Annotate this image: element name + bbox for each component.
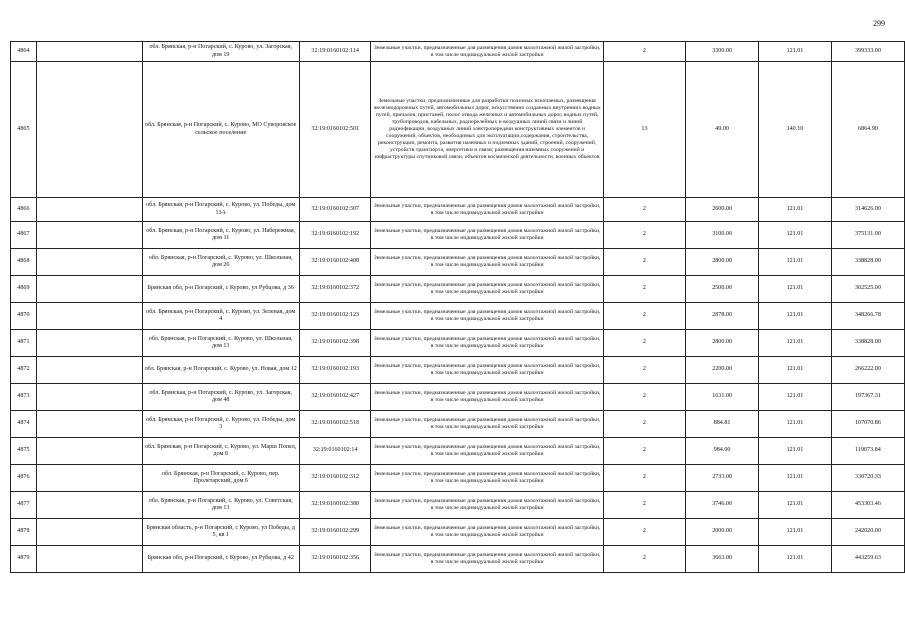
cell-permitted-use: Земельные участки, предназначенные для размещения домов малоэтажной жилой застройки, в том числе индивидуальной жилой застройки: [371, 546, 603, 573]
cell-empty: [36, 198, 142, 222]
cell-cadastral-number: 32:19:0160102:427: [299, 384, 371, 411]
table-row: [11, 276, 905, 303]
cell-permitted-use: Земельные участки, предназначенные для размещения домов малоэтажной жилой застройки, в том числе индивидуальной жилой застройки: [371, 357, 603, 384]
cell-area: 3663.00: [686, 546, 759, 573]
cell-cadastral-value: 453303.46: [831, 492, 904, 519]
cell-specific-value: 121.01: [759, 222, 832, 249]
cell-address: обл. Брянская, р-н Погарский, с. Курово, ул. Новая, дом 12: [142, 357, 299, 384]
cell-permitted-use: Земельные участки, предназначенные для размещения домов малоэтажной жилой застройки, в том числе индивидуальной жилой застройки: [371, 384, 603, 411]
cell-cadastral-number: 32:19:0160102:114: [299, 42, 371, 62]
cell-cadastral-value: 6864.90: [831, 62, 904, 198]
cell-address: обл. Брянская, р-н Погарский, с. Курово, ул. Набережная, дом 11: [142, 222, 299, 249]
cell-specific-value: 121.01: [759, 330, 832, 357]
cell-use-group: 13: [603, 62, 685, 198]
cell-cadastral-value: 348266.78: [831, 303, 904, 330]
table-row: [11, 492, 905, 519]
cell-empty: [36, 519, 142, 546]
cell-address: обл. Брянская, р-н Погарский, с. Курово, пер. Пролетарский, дом 6: [142, 465, 299, 492]
table-row: [11, 222, 905, 249]
cell-empty: [36, 546, 142, 573]
page-number: 299: [873, 19, 885, 28]
cell-empty: [36, 492, 142, 519]
cell-area: 2000.00: [686, 519, 759, 546]
cell-empty: [36, 62, 142, 198]
cell-cadastral-value: 107070.86: [831, 411, 904, 438]
cell-area: 884.81: [686, 411, 759, 438]
cell-cadastral-value: 338828.00: [831, 249, 904, 276]
cell-specific-value: 121.01: [759, 384, 832, 411]
cell-cadastral-number: 32:19:0160102:356: [299, 546, 371, 573]
cell-area: 2600.00: [686, 198, 759, 222]
cell-row-number: 4879: [11, 546, 37, 573]
cell-address: обл. Брянская, р-н Погарский, с. Курово, ул. Советская, дом 13: [142, 492, 299, 519]
cell-area: 1631.00: [686, 384, 759, 411]
cell-cadastral-value: 375131.00: [831, 222, 904, 249]
cell-use-group: 2: [603, 519, 685, 546]
cell-empty: [36, 42, 142, 62]
cell-permitted-use: Земельные участки, предназначенные для размещения домов малоэтажной жилой застройки, в том числе индивидуальной жилой застройки: [371, 438, 603, 465]
cell-cadastral-number: 32:19:0160102:518: [299, 411, 371, 438]
cell-empty: [36, 384, 142, 411]
cell-address: обл. Брянская, р-н Погарский, с. Курово, ул. Школьная, дом 26: [142, 249, 299, 276]
table-row: [11, 411, 905, 438]
cell-address: обл. Брянская, р-н Погарский, с. Курово, ул. Загорская, дом 48: [142, 384, 299, 411]
cell-cadastral-number: 32:19:0160102:307: [299, 198, 371, 222]
cell-use-group: 2: [603, 384, 685, 411]
cell-specific-value: 121.01: [759, 249, 832, 276]
cell-row-number: 4872: [11, 357, 37, 384]
cell-area: 3746.00: [686, 492, 759, 519]
cell-area: 2500.00: [686, 276, 759, 303]
cell-empty: [36, 276, 142, 303]
table-row: [11, 62, 905, 198]
cell-row-number: 4873: [11, 384, 37, 411]
cell-area: 2200.00: [686, 357, 759, 384]
cell-row-number: 4877: [11, 492, 37, 519]
cell-permitted-use: Земельные участки, предназначенные для разработки полезных ископаемых, размещения железнодорожных путей, автомобильных дорог, искусственно созданных внутренних водных путей, причалов, пристаней, полос отвода железных и автомобильных дорог, водных путей, трубопроводов, кабельных, радиорелейных и воздушных линий связи и линий радиофикации, воздушных линий электропередачи конструктивных элементов и сооружений, объектов, необходимых для эксплуатации,содержания, строительства, реконструкции, ремонта, развития наземных и подземных зданий, строений, сооружений, устройств транспорта, энергетики и связи; размещения наземных сооружений и инфраструктуры спутниковой связи, объектов космической деятельности, военных объектов: [371, 62, 603, 198]
cell-use-group: 2: [603, 492, 685, 519]
cell-permitted-use: Земельные участки, предназначенные для размещения домов малоэтажной жилой застройки, в том числе индивидуальной жилой застройки: [371, 42, 603, 62]
cell-use-group: 2: [603, 411, 685, 438]
cell-cadastral-number: 32:19:0160102:14: [299, 438, 371, 465]
cell-specific-value: 121.01: [759, 42, 832, 62]
cell-use-group: 2: [603, 330, 685, 357]
cell-specific-value: 140.10: [759, 62, 832, 198]
cell-permitted-use: Земельные участки, предназначенные для размещения домов малоэтажной жилой застройки, в том числе индивидуальной жилой застройки: [371, 303, 603, 330]
cell-cadastral-number: 32:19:0160102:372: [299, 276, 371, 303]
cell-use-group: 2: [603, 546, 685, 573]
cell-permitted-use: Земельные участки, предназначенные для размещения домов малоэтажной жилой застройки, в том числе индивидуальной жилой застройки: [371, 276, 603, 303]
cell-area: 2878.00: [686, 303, 759, 330]
cell-address: обл. Брянская, р-н Погарский, с. Курово, ул. Зеленая, дом 4: [142, 303, 299, 330]
table-row: [11, 303, 905, 330]
cell-specific-value: 121.01: [759, 303, 832, 330]
cell-area: 2800.00: [686, 330, 759, 357]
cell-specific-value: 121.01: [759, 465, 832, 492]
cell-cadastral-number: 32:19:0160102:193: [299, 357, 371, 384]
cell-address: обл. Брянская, р-н Погарский, с. Курово, ул. Школьная, дом 13: [142, 330, 299, 357]
cell-permitted-use: Земельные участки, предназначенные для размещения домов малоэтажной жилой застройки, в том числе индивидуальной жилой застройки: [371, 198, 603, 222]
cell-specific-value: 121.01: [759, 276, 832, 303]
cell-permitted-use: Земельные участки, предназначенные для размещения домов малоэтажной жилой застройки, в том числе индивидуальной жилой застройки: [371, 222, 603, 249]
cell-cadastral-value: 330720.33: [831, 465, 904, 492]
cell-use-group: 2: [603, 303, 685, 330]
cell-empty: [36, 465, 142, 492]
cell-cadastral-number: 32:19:0160102:408: [299, 249, 371, 276]
table-row: [11, 438, 905, 465]
cell-row-number: 4868: [11, 249, 37, 276]
cell-use-group: 2: [603, 222, 685, 249]
table-row: [11, 357, 905, 384]
cell-specific-value: 121.01: [759, 546, 832, 573]
table-row: [11, 249, 905, 276]
table-row: [11, 42, 905, 62]
cell-permitted-use: Земельные участки, предназначенные для размещения домов малоэтажной жилой застройки, в том числе индивидуальной жилой застройки: [371, 465, 603, 492]
cell-row-number: 4871: [11, 330, 37, 357]
cell-cadastral-number: 32:19:0160102:398: [299, 330, 371, 357]
cell-cadastral-value: 314626.00: [831, 198, 904, 222]
cell-cadastral-number: 32:19:0160102:192: [299, 222, 371, 249]
cell-row-number: 4876: [11, 465, 37, 492]
table-row: [11, 198, 905, 222]
cell-cadastral-value: 242020.00: [831, 519, 904, 546]
cell-row-number: 4870: [11, 303, 37, 330]
cell-address: Брянская обл, р-н Погарский, с Курово, ул Рубцова, д 42: [142, 546, 299, 573]
cell-empty: [36, 438, 142, 465]
cell-cadastral-number: 32:19:0160102:312: [299, 465, 371, 492]
cell-cadastral-number: 32:19:0160102:299: [299, 519, 371, 546]
cell-specific-value: 121.01: [759, 357, 832, 384]
cell-area: 2733.00: [686, 465, 759, 492]
table-row: [11, 519, 905, 546]
cell-cadastral-value: 266222.00: [831, 357, 904, 384]
cell-specific-value: 121.01: [759, 198, 832, 222]
table-row: [11, 384, 905, 411]
table-row: [11, 546, 905, 573]
cell-row-number: 4875: [11, 438, 37, 465]
cell-row-number: 4878: [11, 519, 37, 546]
cell-empty: [36, 330, 142, 357]
cell-empty: [36, 411, 142, 438]
cell-permitted-use: Земельные участки, предназначенные для размещения домов малоэтажной жилой застройки, в том числе индивидуальной жилой застройки: [371, 411, 603, 438]
cell-area: 2800.00: [686, 249, 759, 276]
cell-cadastral-number: 32:19:0160102:380: [299, 492, 371, 519]
land-registry-table: [10, 41, 905, 573]
cell-area: 3300.00: [686, 42, 759, 62]
cell-address: обл. Брянская, р-н Погарский, с. Курово, МО Суворовское сельское поселение: [142, 62, 299, 198]
cell-row-number: 4867: [11, 222, 37, 249]
cell-specific-value: 121.01: [759, 411, 832, 438]
cell-area: 984.00: [686, 438, 759, 465]
cell-empty: [36, 222, 142, 249]
cell-address: Брянская обл, р-н Погарский, с Курово, ул Рубцова, д 36: [142, 276, 299, 303]
cell-use-group: 2: [603, 276, 685, 303]
cell-specific-value: 121.01: [759, 492, 832, 519]
cell-use-group: 2: [603, 438, 685, 465]
cell-row-number: 4869: [11, 276, 37, 303]
cell-area: 3100.00: [686, 222, 759, 249]
cell-use-group: 2: [603, 198, 685, 222]
cell-row-number: 4866: [11, 198, 37, 222]
cell-empty: [36, 303, 142, 330]
cell-specific-value: 121.01: [759, 438, 832, 465]
cell-cadastral-value: 119073.84: [831, 438, 904, 465]
cell-cadastral-value: 197367.31: [831, 384, 904, 411]
cell-address: Брянская область, р-н Погарский, с Курово, ул Победы, д 5, кв 1: [142, 519, 299, 546]
cell-empty: [36, 249, 142, 276]
cell-address: обл. Брянская, р-н Погарский, с. Курово, ул. Марш Попел, дом 8: [142, 438, 299, 465]
cell-cadastral-value: 399333.00: [831, 42, 904, 62]
cell-specific-value: 121.01: [759, 519, 832, 546]
cell-cadastral-value: 338828.00: [831, 330, 904, 357]
cell-empty: [36, 357, 142, 384]
cell-cadastral-value: 302525.00: [831, 276, 904, 303]
cell-address: обл. Брянская, р-н Погарский, с. Курово, ул. Победы, дом 13А: [142, 198, 299, 222]
cell-address: обл. Брянская, р-н Погарский, с. Курово, ул. Победы, дом 3: [142, 411, 299, 438]
cell-area: 49.00: [686, 62, 759, 198]
cell-permitted-use: Земельные участки, предназначенные для размещения домов малоэтажной жилой застройки, в том числе индивидуальной жилой застройки: [371, 492, 603, 519]
cell-address: обл. Брянская, р-н Погарский, с. Курово, ул. Загорская, дом 19: [142, 42, 299, 62]
cell-cadastral-value: 443259.63: [831, 546, 904, 573]
cell-cadastral-number: 32:19:0160102:501: [299, 62, 371, 198]
table-row: [11, 465, 905, 492]
cell-use-group: 2: [603, 249, 685, 276]
cell-row-number: 4874: [11, 411, 37, 438]
cell-use-group: 2: [603, 465, 685, 492]
cell-use-group: 2: [603, 42, 685, 62]
cell-permitted-use: Земельные участки, предназначенные для размещения домов малоэтажной жилой застройки, в том числе индивидуальной жилой застройки: [371, 249, 603, 276]
cell-permitted-use: Земельные участки, предназначенные для размещения домов малоэтажной жилой застройки, в том числе индивидуальной жилой застройки: [371, 330, 603, 357]
cell-cadastral-number: 32:19:0160102:123: [299, 303, 371, 330]
cell-use-group: 2: [603, 357, 685, 384]
cell-row-number: 4865: [11, 62, 37, 198]
cell-row-number: 4864: [11, 42, 37, 62]
table-row: [11, 330, 905, 357]
cell-permitted-use: Земельные участки, предназначенные для размещения домов малоэтажной жилой застройки, в том числе индивидуальной жилой застройки: [371, 519, 603, 546]
